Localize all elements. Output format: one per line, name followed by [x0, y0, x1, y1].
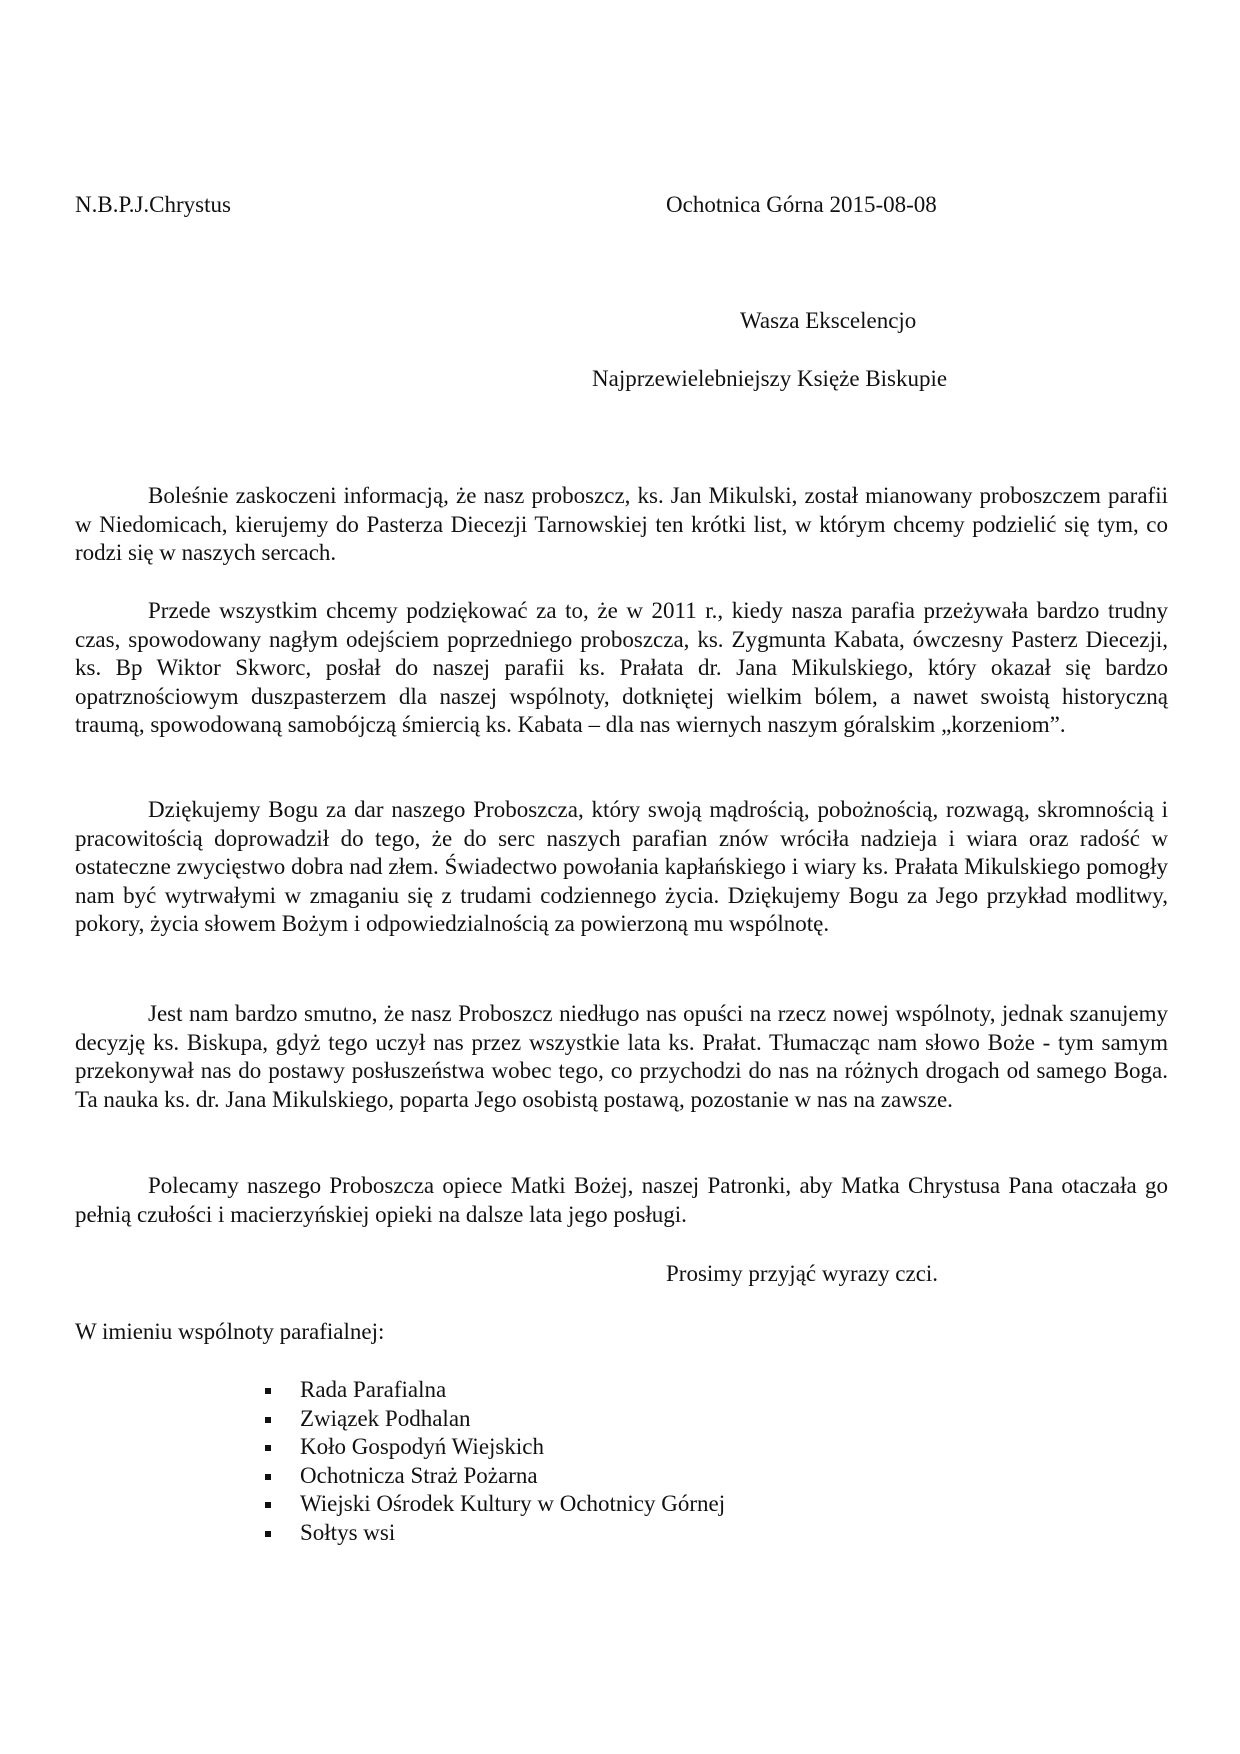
signoff-line: W imieniu wspólnoty parafialnej:: [75, 1319, 385, 1344]
body-paragraph: Dziękujemy Bogu za dar naszego Proboszcza, który swoją mądrością, pobożnością, rozwagą, skromnością i pracowitością doprowadził do tego, że do serc naszych parafian znów wróciła nadzieja i wiara oraz radość w ostateczne zwycięstwo dobra nad złem. Świadectwo powołania kapłańskiego i wiary ks. Prałata Mikulskiego pomogły nam być wytrwałymi w zmaganiu się z trudami codziennego życia. Dziękujemy Bogu za Jego przykład modlitwy, pokory, życia słowem Bożym i odpowiedzialnością za powierzoną mu wspólnotę.: [75, 797, 1168, 936]
body-paragraph: Boleśnie zaskoczeni informacją, że nasz proboszcz, ks. Jan Mikulski, został mianowany proboszczem parafii w Niedomicach, kierujemy do Pasterza Diecezji Tarnowskiej ten krótki list, w którym chcemy podzielić się tym, co rodzi się w naszych sercach.: [75, 483, 1168, 565]
list-item: [263, 1405, 725, 1434]
body-paragraph: Przede wszystkim chcemy podziękować za to, że w 2011 r., kiedy nasza parafia przeżywała bardzo trudny czas, spowodowany nagłym odejściem poprzedniego proboszcza, ks. Zygmunta Kabata, ówczesny Pasterz Diecezji, ks. Bp Wiktor Skworc, posłał do naszej parafii ks. Prałata dr. Jana Mikulskiego, który okazał się bardzo opatrznościowym duszpasterzem dla naszej wspólnoty, dotkniętej wielkim bólem, a nawet swoistą historyczną traumą, spowodowaną samobójczą śmiercią ks. Kabata – dla nas wiernych naszym góralskim „korzeniom”.: [75, 598, 1168, 737]
body-paragraph: Jest nam bardzo smutno, że nasz Proboszcz niedługo nas opuści na rzecz nowej wspólnoty, jednak szanujemy decyzję ks. Biskupa, gdyż tego uczył nas przez wszystkie lata ks. Prałat. Tłumacząc nam słowo Boże - tym samym przekonywał nas do postawy posłuszeństwa wobec tego, co przychodzi do nas na różnych drogach od samego Boga. Ta nauka ks. dr. Jana Mikulskiego, poparta Jego osobistą postawą, pozostanie w nas na zawsze.: [75, 1001, 1168, 1112]
bullet-icon: [265, 1474, 271, 1480]
list-item: [263, 1433, 725, 1462]
signatory-name: Koło Gospodyń Wiejskich: [300, 1434, 544, 1460]
signatory-name: Wiejski Ośrodek Kultury w Ochotnicy Górnej: [300, 1491, 726, 1517]
bullet-icon: [265, 1445, 271, 1451]
header-invocation: N.B.P.J.Chrystus: [75, 192, 231, 217]
signatories-list: [263, 1376, 725, 1548]
signatory-name: Związek Podhalan: [300, 1405, 471, 1431]
bullet-icon: [265, 1388, 271, 1394]
list-item: [263, 1462, 725, 1491]
list-item: [263, 1376, 725, 1405]
closing-line: Prosimy przyjąć wyrazy czci.: [666, 1261, 939, 1286]
signatory-name: Ochotnicza Straż Pożarna: [300, 1462, 538, 1488]
body-paragraph: Polecamy naszego Proboszcza opiece Matki Bożej, naszej Patronki, aby Matka Chrystusa Pana otaczała go pełnią czułości i macierzyńskiej opieki na dalsze lata jego posługi.: [75, 1173, 1168, 1227]
bullet-icon: [265, 1531, 271, 1537]
signatory-name: Rada Parafialna: [300, 1377, 447, 1402]
header-place-date: Ochotnica Górna 2015-08-08: [666, 192, 937, 217]
bullet-icon: [265, 1417, 271, 1423]
salutation-line-2: Najprzewielebniejszy Księże Biskupie: [592, 366, 948, 391]
list-item: [263, 1490, 725, 1519]
signatory-name: Sołtys wsi: [300, 1519, 396, 1545]
bullet-icon: [265, 1502, 271, 1508]
salutation-line-1: Wasza Ekscelencjo: [740, 308, 917, 333]
list-item: [263, 1519, 725, 1548]
